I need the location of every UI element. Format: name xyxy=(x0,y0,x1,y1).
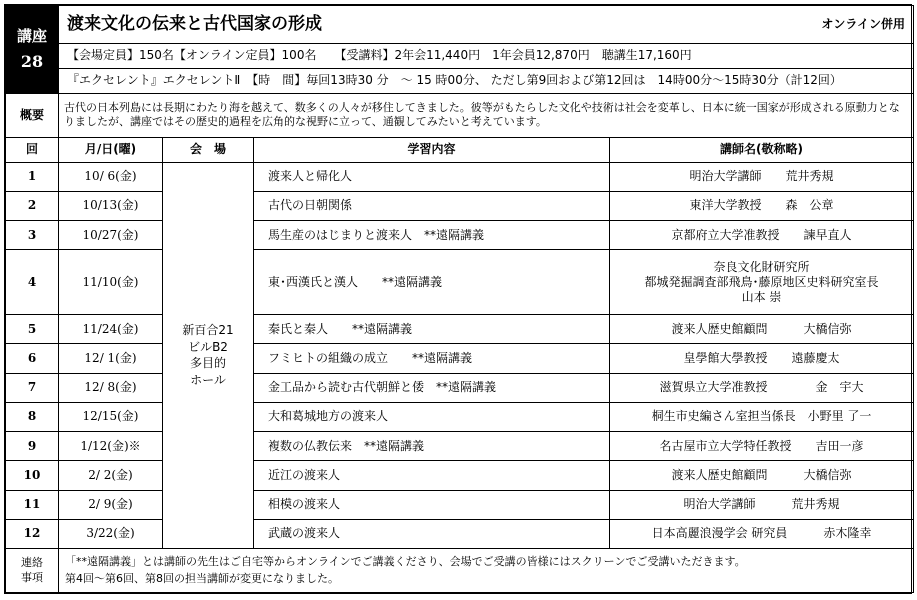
notes-line: 第4回～第6回、第8回の担当講師が変更になりました。 xyxy=(65,572,339,586)
session-number: 11 xyxy=(6,490,59,519)
session-lecturer: 京都府立大学准教授 諫早直人 xyxy=(610,221,914,250)
schedule-info: 『エクセレント』エクセレントⅡ 【時 間】毎回13時30 分 ～ 15 時00分、 ただし第9回および第12回は 14時00分～15時30分（計12回） xyxy=(59,68,914,93)
course-table xyxy=(5,5,914,593)
session-date: 3/22(金) xyxy=(59,519,163,548)
session-number: 9 xyxy=(6,432,59,461)
session-lecturer: 渡来人歴史館顧問 大橋信弥 xyxy=(610,315,914,344)
session-topic: 古代の日朝関係 xyxy=(254,191,610,220)
session-number: 7 xyxy=(6,373,59,402)
session-lecturer: 東洋大学教授 森 公章 xyxy=(610,191,914,220)
notes-label xyxy=(6,548,59,592)
session-topic: 渡来人と帰化人 xyxy=(254,162,610,191)
session-lecturer: 皇學館大學教授 遠藤慶太 xyxy=(610,344,914,373)
session-lecturer: 渡来人歴史館顧問 大橋信弥 xyxy=(610,461,914,490)
table-row xyxy=(6,461,914,490)
table-row xyxy=(6,402,914,431)
session-lecturer: 日本高麗浪漫学会 研究員 赤木隆幸 xyxy=(610,519,914,548)
session-lecturer: 滋賀県立大学准教授 金 宇大 xyxy=(610,373,914,402)
course-title: 渡来文化の伝来と古代国家の形成 xyxy=(67,14,322,35)
session-number: 8 xyxy=(6,402,59,431)
table-row xyxy=(6,221,914,250)
table-row xyxy=(6,344,914,373)
session-date: 10/13(金) xyxy=(59,191,163,220)
course-number-badge xyxy=(6,6,59,94)
table-row xyxy=(6,432,914,461)
session-topic: フミヒトの組織の成立 **遠隔講義 xyxy=(254,344,610,373)
session-topic: 相模の渡来人 xyxy=(254,490,610,519)
session-lecturer: 明治大学講師 荒井秀規 xyxy=(610,162,914,191)
lecturer-line: 都城発掘調査部飛鳥･藤原地区史料研究室長 xyxy=(644,274,879,289)
table-row xyxy=(6,373,914,402)
session-number: 10 xyxy=(6,461,59,490)
course-label: 講座 xyxy=(16,26,47,45)
table-row xyxy=(6,191,914,220)
session-date: 12/ 8(金) xyxy=(59,373,163,402)
table-row xyxy=(6,490,914,519)
session-number: 3 xyxy=(6,221,59,250)
table-row xyxy=(6,250,914,315)
session-lecturer: 桐生市史編さん室担当係長 小野里 了一 xyxy=(610,402,914,431)
notes-label-line: 連絡 xyxy=(21,556,43,570)
course-number: 28 xyxy=(20,51,44,71)
session-date: 10/ 6(金) xyxy=(59,162,163,191)
lecturer-line: 山本 崇 xyxy=(741,289,782,304)
capacity-fee-info: 【会場定員】150名【オンライン定員】100名 【受講料】2年会11,440円 1年会員12,870円 聴講生17,160円 xyxy=(59,43,914,68)
table-row xyxy=(6,162,914,191)
session-number: 1 xyxy=(6,162,59,191)
session-topic: 複数の仏教伝来 **遠隔講義 xyxy=(254,432,610,461)
session-date: 11/24(金) xyxy=(59,315,163,344)
session-number: 6 xyxy=(6,344,59,373)
session-topic: 武蔵の渡来人 xyxy=(254,519,610,548)
session-date: 10/27(金) xyxy=(59,221,163,250)
session-number: 2 xyxy=(6,191,59,220)
session-lecturer: 明治大学講師 荒井秀規 xyxy=(610,490,914,519)
online-tag: オンライン併用 xyxy=(821,17,906,32)
lecturer-line: 奈良文化財研究所 xyxy=(713,259,810,274)
overview-label: 概要 xyxy=(6,93,59,137)
session-topic: 秦氏と秦人 **遠隔講義 xyxy=(254,315,610,344)
session-number: 4 xyxy=(6,250,59,315)
venue-cell xyxy=(163,162,254,548)
table-row xyxy=(6,519,914,548)
session-topic: 近江の渡来人 xyxy=(254,461,610,490)
session-date: 1/12(金)※ xyxy=(59,432,163,461)
session-date: 12/ 1(金) xyxy=(59,344,163,373)
venue-line: 多目的 xyxy=(189,356,226,371)
header-content: 学習内容 xyxy=(254,137,610,162)
venue-line: ビルB2 xyxy=(188,339,228,354)
session-topic: 大和葛城地方の渡来人 xyxy=(254,402,610,431)
session-date: 2/ 9(金) xyxy=(59,490,163,519)
venue-line: 新百合21 xyxy=(182,322,234,337)
session-topic: 東･西漢氏と漢人 **遠隔講義 xyxy=(254,250,610,315)
session-number: 5 xyxy=(6,315,59,344)
header-lecturer: 講師名(敬称略) xyxy=(610,137,914,162)
header-venue: 会 場 xyxy=(163,137,254,162)
header-no: 回 xyxy=(6,137,59,162)
session-lecturer: 名古屋市立大学特任教授 吉田一彦 xyxy=(610,432,914,461)
session-date: 12/15(金) xyxy=(59,402,163,431)
session-lecturer xyxy=(610,250,914,315)
course-sheet xyxy=(4,4,912,594)
session-number: 12 xyxy=(6,519,59,548)
notes-text xyxy=(59,548,914,592)
table-header-row xyxy=(6,137,914,162)
overview-text: 古代の日本列島には長期にわたり海を越えて、数多くの人々が移住してきました。彼等がもたらした文化や技術は社会を変革し、日本に統一国家が形成される原動力となりましたが、講座ではその歴史的過程を広角的な視野に立って、通観してみたいと考えています。 xyxy=(59,93,914,137)
session-date: 11/10(金) xyxy=(59,250,163,315)
session-date: 2/ 2(金) xyxy=(59,461,163,490)
title-row xyxy=(59,6,914,44)
venue-line: ホール xyxy=(190,373,226,388)
notes-label-line: 事項 xyxy=(21,571,43,585)
notes-line: 「**遠隔講義」とは講師の先生はご自宅等からオンラインでご講義くださり、会場でご受講の皆様にはスクリーンでご受講いただきます。 xyxy=(65,555,746,569)
session-topic: 馬生産のはじまりと渡来人 **遠隔講義 xyxy=(254,221,610,250)
session-topic: 金工品から読む古代朝鮮と倭 **遠隔講義 xyxy=(254,373,610,402)
header-date: 月/日(曜) xyxy=(59,137,163,162)
table-row xyxy=(6,315,914,344)
